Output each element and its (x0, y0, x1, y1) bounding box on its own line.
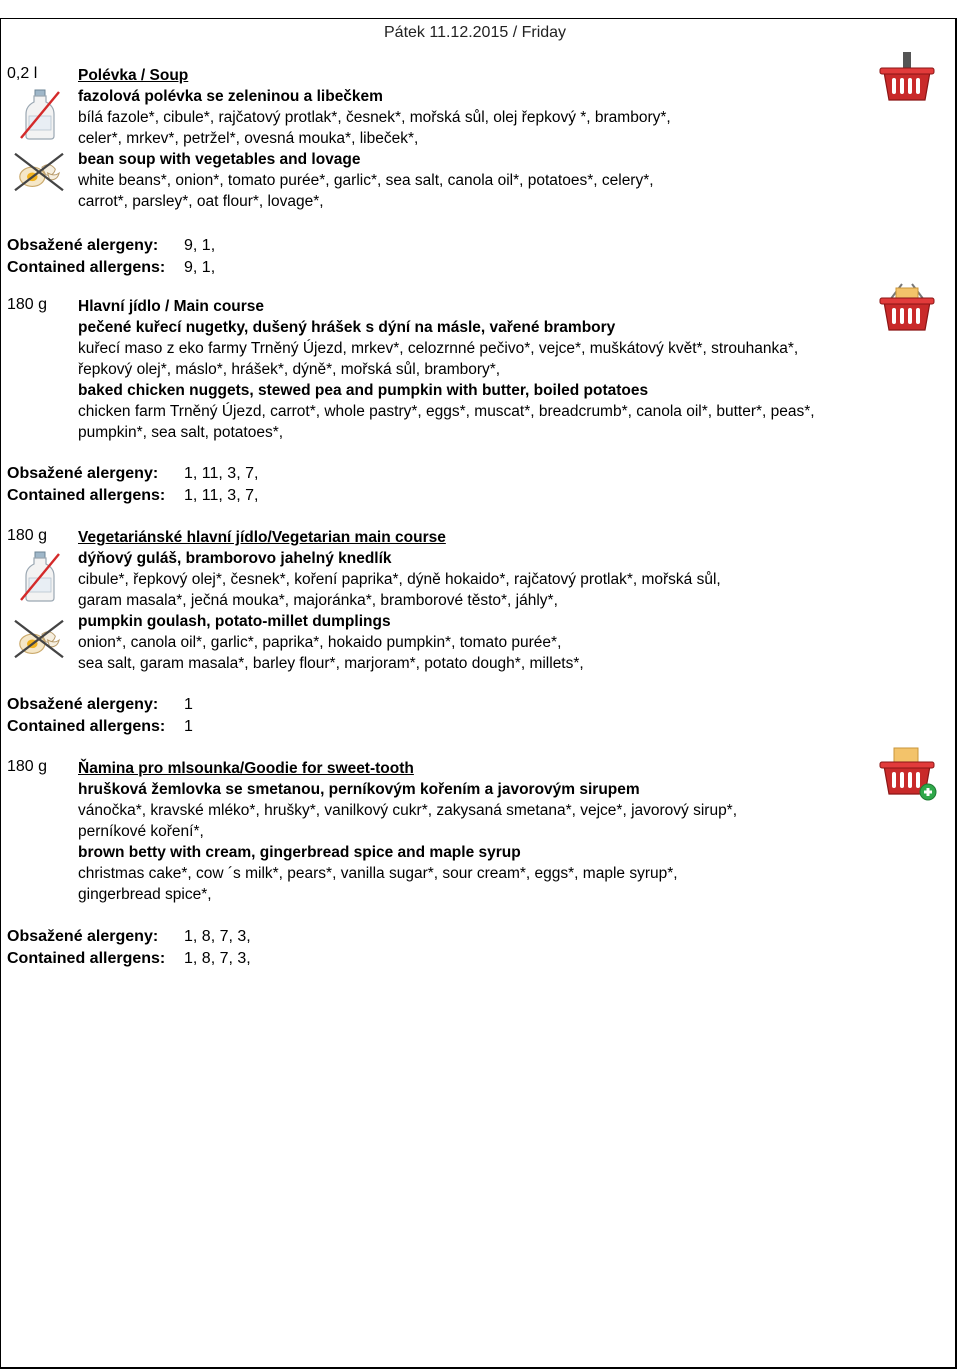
dish-details (78, 527, 721, 674)
course-title: Polévka / Soup (78, 67, 189, 84)
ingredients-en-line: christmas cake*, cow ´s milk*, pears*, vanilla sugar*, sour cream*, eggs*, maple syrup*, (78, 865, 678, 882)
ingredients-cz-line: bílá fazole*, cibule*, rajčatový protlak*, česnek*, mořská sůl, olej řepkový *, brambory*, (78, 109, 671, 126)
allergens-label-en: Contained allergens: (7, 717, 166, 735)
portion-size: 180 g (7, 527, 48, 544)
basket-icon[interactable] (876, 280, 938, 336)
allergens-label-en: Contained allergens: (7, 486, 166, 504)
allergens-value-cz: 1, 8, 7, 3, (184, 928, 251, 945)
allergens-value-en: 9, 1, (184, 258, 216, 276)
allergens-label-cz: Obsažené alergeny: (7, 696, 159, 713)
basket-add-icon[interactable] (876, 742, 938, 802)
allergens-value-cz: 1 (184, 696, 193, 713)
dish-details (78, 296, 815, 443)
dish-name-en: pumpkin goulash, potato-millet dumplings (78, 613, 391, 630)
course-title: Vegetariánské hlavní jídlo/Vegetarian main course (78, 529, 446, 546)
ingredients-en-line: pumpkin*, sea salt, potatoes*, (78, 424, 284, 441)
ingredients-en-line: chicken farm Trněný Újezd, carrot*, whole pastry*, eggs*, muscat*, breadcrumb*, canola oil*, butter*, peas*, (78, 403, 815, 420)
dish-name-cz: pečené kuřecí nugetky, dušený hrášek s dýní na másle, vařené brambory (78, 319, 616, 336)
dish-name-en: brown betty with cream, gingerbread spice and maple syrup (78, 844, 521, 861)
allergens-value-en: 1, 8, 7, 3, (184, 949, 251, 967)
allergens-label-cz: Obsažené alergeny: (7, 237, 159, 254)
ingredients-cz-line: cibule*, řepkový olej*, česnek*, koření paprika*, dýně hokaido*, rajčatový protlak*, mořská sůl, (78, 571, 721, 588)
ingredients-cz-line: vánočka*, kravské mléko*, hrušky*, vanilkový cukr*, zakysaná smetana*, vejce*, javorový sirup*, (78, 802, 738, 819)
dish-name-cz: dýňový guláš, bramborovo jahelný knedlík (78, 550, 392, 567)
allergens-block (7, 463, 258, 506)
dish-name-cz: fazolová polévka se zeleninou a libečkem (78, 88, 383, 105)
ingredients-cz-line: kuřecí maso z eko farmy Trněný Újezd, mrkev*, celozrnné pečivo*, vejce*, muškátový květ*, strouhanka*, (78, 340, 799, 357)
allergens-value-en: 1, 11, 3, 7, (184, 486, 259, 504)
allergens-block (7, 235, 215, 278)
no-milk-icon (20, 88, 60, 140)
no-egg-icon (10, 148, 68, 196)
course-title: Ňamina pro mlsounka/Goodie for sweet-tooth (78, 760, 414, 777)
dish-name-en: bean soup with vegetables and lovage (78, 151, 361, 168)
portion-size: 0,2 l (7, 65, 38, 82)
basket-icon[interactable] (876, 50, 938, 106)
allergens-block (7, 926, 251, 969)
ingredients-cz-line: řepkový olej*, máslo*, hrášek*, dýně*, mořská sůl, brambory*, (78, 361, 501, 378)
dish-details (78, 758, 737, 905)
ingredients-en-line: gingerbread spice*, (78, 886, 212, 903)
dish-name-cz: hrušková žemlovka se smetanou, perníkovým kořením a javorovým sirupem (78, 781, 640, 798)
course-title: Hlavní jídlo / Main course (78, 298, 265, 315)
dish-name-en: baked chicken nuggets, stewed pea and pumpkin with butter, boiled potatoes (78, 382, 649, 399)
allergens-value-cz: 9, 1, (184, 237, 216, 254)
allergens-label-cz: Obsažené alergeny: (7, 465, 159, 482)
ingredients-en-line: white beans*, onion*, tomato purée*, garlic*, sea salt, canola oil*, potatoes*, celery*, (78, 172, 654, 189)
portion-size: 180 g (7, 758, 48, 775)
allergens-label-cz: Obsažené alergeny: (7, 928, 159, 945)
allergens-block (7, 694, 193, 737)
allergens-value-cz: 1, 11, 3, 7, (184, 465, 259, 482)
ingredients-cz-line: celer*, mrkev*, petržel*, ovesná mouka*, libeček*, (78, 130, 419, 147)
ingredients-en-line: carrot*, parsley*, oat flour*, lovage*, (78, 193, 324, 210)
allergens-value-en: 1 (184, 717, 193, 735)
no-egg-icon (10, 615, 68, 663)
dish-details (78, 65, 671, 212)
ingredients-en-line: sea salt, garam masala*, barley flour*, marjoram*, potato dough*, millets*, (78, 655, 584, 672)
allergens-label-en: Contained allergens: (7, 949, 166, 967)
allergens-label-en: Contained allergens: (7, 258, 166, 276)
ingredients-cz-line: garam masala*, ječná mouka*, majoránka*, bramborové těsto*, jáhly*, (78, 592, 558, 609)
ingredients-cz-line: perníkové koření*, (78, 823, 204, 840)
ingredients-en-line: onion*, canola oil*, garlic*, paprika*, hokaido pumpkin*, tomato purée*, (78, 634, 562, 651)
date-header: Pátek 11.12.2015 / Friday (384, 24, 567, 41)
no-milk-icon (20, 550, 60, 602)
portion-size: 180 g (7, 296, 48, 313)
